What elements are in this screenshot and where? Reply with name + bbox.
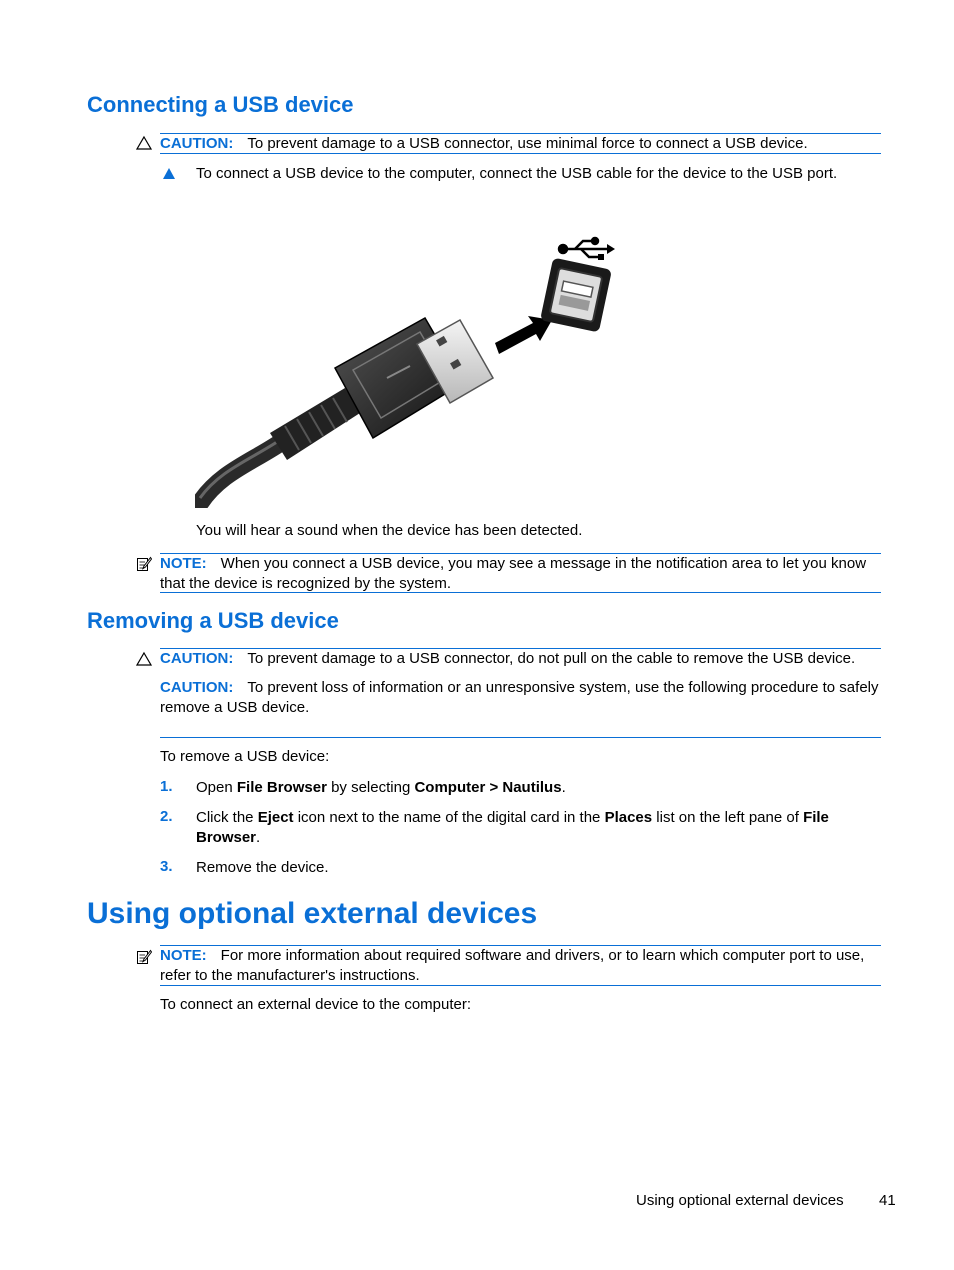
caution-label: CAUTION: (160, 679, 234, 696)
section-heading-removing-usb: Removing a USB device (87, 608, 339, 633)
caution-text: To prevent loss of information or an unresponsive system, use the following procedure to safely remove a USB device. (160, 679, 879, 716)
step-bold: Eject (257, 809, 294, 826)
external-intro: To connect an external device to the computer: (160, 996, 472, 1013)
footer-section-title: Using optional external devices (636, 1192, 844, 1209)
step-text: Click the (196, 809, 258, 826)
caution-triangle-icon (136, 651, 152, 667)
note-text: For more information about required software and drivers, or to learn which computer port to use, refer to the manufacturer's instructions. (160, 947, 865, 984)
step-text: . (561, 779, 566, 796)
step-text: icon next to the name of the digital card in the (293, 809, 605, 826)
caution-item (160, 678, 881, 718)
usb-symbol-icon (559, 238, 615, 260)
step-1 (196, 778, 882, 798)
bullet-triangle-icon (162, 167, 176, 180)
step-bold: Computer > Nautilus (414, 779, 562, 796)
caution-label: CAUTION: (160, 135, 234, 152)
section-heading-connecting-usb: Connecting a USB device (87, 92, 354, 117)
step-text: Open (196, 779, 237, 796)
step-bold: Places (604, 809, 653, 826)
step-number: 2. (160, 808, 173, 825)
note-label: NOTE: (160, 555, 207, 572)
note-box-connect (160, 553, 881, 593)
detection-sound-text: You will hear a sound when the device has been detected. (196, 522, 583, 539)
page-number: 41 (879, 1192, 896, 1209)
caution-item (160, 649, 881, 669)
note-box-external (160, 945, 881, 986)
step-2 (196, 808, 882, 848)
caution-text: To prevent damage to a USB connector, do not pull on the cable to remove the USB device. (247, 650, 856, 667)
note-text: When you connect a USB device, you may see a message in the notification area to let you know that the device is recognized by the system. (160, 555, 867, 592)
note-pencil-icon (136, 949, 152, 965)
note-label: NOTE: (160, 947, 207, 964)
caution-box-remove (160, 648, 881, 738)
chapter-heading-optional-devices: Using optional external devices (87, 897, 538, 930)
step-bold: File Browser (236, 779, 327, 796)
bullet-instruction: To connect a USB device to the computer, connect the USB cable for the device to the USB port. (196, 165, 838, 182)
caution-box-connect (160, 133, 881, 154)
step-number: 3. (160, 858, 173, 875)
caution-text: To prevent damage to a USB connector, use minimal force to connect a USB device. (247, 135, 808, 152)
step-text: list on the left pane of (652, 809, 804, 826)
remove-intro: To remove a USB device: (160, 748, 330, 765)
step-3: Remove the device. (196, 859, 329, 876)
note-pencil-icon (136, 556, 152, 572)
caution-label: CAUTION: (160, 650, 234, 667)
step-number: 1. (160, 778, 173, 795)
usb-connection-illustration (195, 228, 620, 508)
step-bold: File Browser (196, 809, 829, 846)
step-text: by selecting (326, 779, 415, 796)
caution-triangle-icon (136, 135, 152, 151)
step-text: . (256, 829, 261, 846)
